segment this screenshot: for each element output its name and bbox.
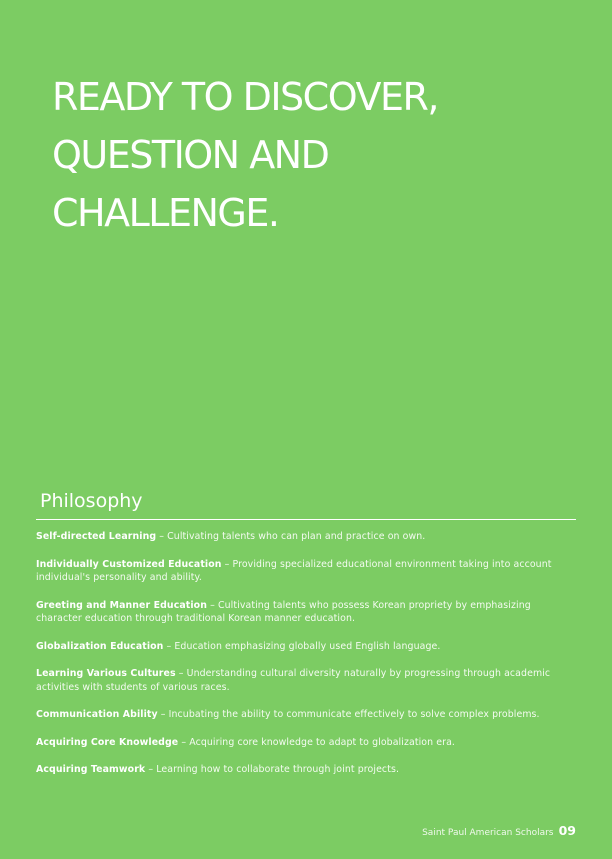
philosophy-term: Self-directed Learning	[36, 531, 157, 542]
headline-line-1: READY TO DISCOVER,	[52, 75, 438, 119]
headline-line-2: QUESTION AND	[52, 133, 329, 177]
philosophy-description: Understanding cultural diversity naturally by progressing through academic activities with students of various races.	[36, 668, 551, 693]
item-separator: –	[175, 668, 187, 679]
philosophy-description: Acquiring core knowledge to adapt to globalization era.	[189, 736, 456, 748]
philosophy-description: Providing specialized educational environment taking into account individual's personality and ability.	[36, 558, 552, 583]
philosophy-term: Globalization Education	[36, 640, 164, 652]
philosophy-item	[36, 599, 576, 626]
philosophy-list	[36, 530, 576, 777]
philosophy-term: Acquiring Core Knowledge	[36, 736, 179, 748]
publication-name: Saint Paul American Scholars	[422, 828, 554, 838]
philosophy-description: Incubating the ability to communicate effectively to solve complex problems.	[168, 709, 540, 720]
philosophy-description: Education emphasizing globally used English language.	[174, 640, 441, 652]
philosophy-section	[36, 488, 576, 791]
page-number: 09	[558, 823, 576, 838]
philosophy-item	[36, 708, 576, 722]
philosophy-item	[36, 640, 576, 654]
philosophy-term: Learning Various Cultures	[36, 668, 176, 679]
philosophy-term: Individually Customized Education	[36, 558, 222, 570]
headline	[52, 68, 572, 242]
item-separator: –	[221, 558, 233, 570]
philosophy-term: Greeting and Manner Education	[36, 599, 207, 611]
item-separator: –	[156, 531, 168, 542]
philosophy-term: Communication Ability	[36, 709, 158, 720]
item-separator: –	[178, 736, 190, 748]
section-divider	[36, 519, 576, 520]
philosophy-description: Learning how to collaborate through joint projects.	[156, 764, 400, 775]
item-separator: –	[207, 599, 218, 611]
item-separator: –	[157, 709, 169, 720]
philosophy-item	[36, 530, 576, 544]
philosophy-description: Cultivating talents who can plan and practice on own.	[167, 531, 426, 542]
headline-line-3: CHALLENGE.	[52, 191, 279, 235]
philosophy-title: Philosophy	[40, 490, 143, 512]
philosophy-description: Cultivating talents who possess Korean propriety by emphasizing character education through traditional Korean manner education.	[36, 599, 531, 624]
philosophy-item	[36, 667, 576, 694]
item-separator: –	[145, 764, 157, 775]
philosophy-item	[36, 558, 576, 585]
philosophy-item	[36, 736, 576, 750]
page-footer	[422, 820, 576, 839]
item-separator: –	[163, 640, 175, 652]
philosophy-item	[36, 763, 576, 777]
philosophy-term: Acquiring Teamwork	[36, 764, 146, 775]
